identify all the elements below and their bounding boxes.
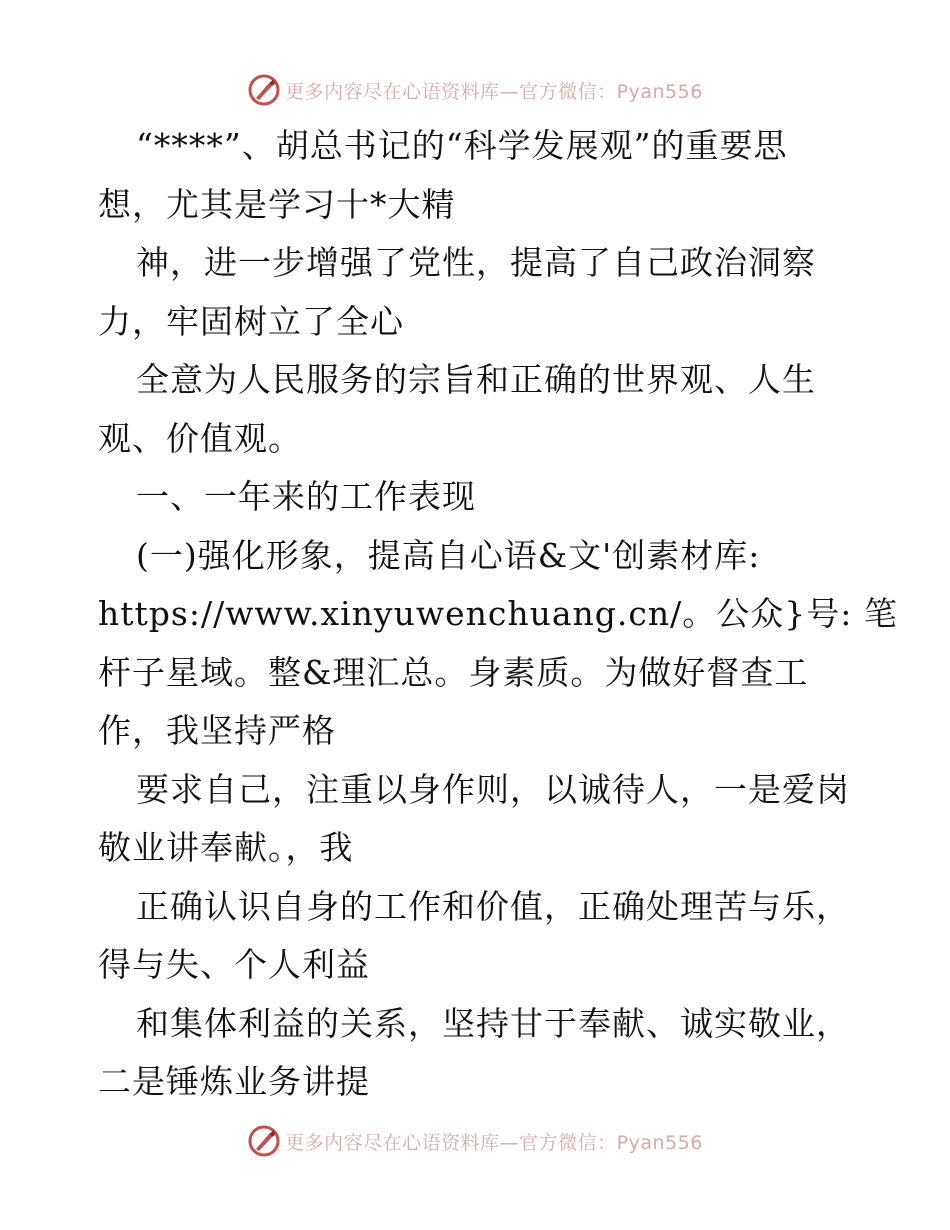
text-line: 观、价值观。 xyxy=(98,418,302,458)
footer-watermark xyxy=(0,1121,950,1161)
text-line: 全意为人民服务的宗旨和正确的世界观、人生 xyxy=(136,360,816,399)
header-watermark xyxy=(0,70,950,110)
text-line: 神，进一步增强了党性，提高了自己政治洞察 xyxy=(136,243,816,282)
text-line: 和集体利益的关系，坚持甘于奉献、诚实敬业， xyxy=(136,1003,850,1043)
text-line: 想，尤其是学习十*大精 xyxy=(98,184,456,224)
text-line: 正确认识自身的工作和价值，正确处理苦与乐， xyxy=(136,886,850,926)
quill-logo-icon xyxy=(247,1124,281,1158)
text-line: 作，我坚持严格 xyxy=(98,711,336,750)
subsection-heading: (一)强化形象，提高自心语&文'创素材库: xyxy=(136,535,761,575)
text-line: “****”、胡总书记的“科学发展观”的重要思 xyxy=(136,126,788,165)
text-line: 杆子星域。整&理汇总。身素质。为做好督查工 xyxy=(98,652,809,692)
document-body xyxy=(98,117,898,1112)
footer-watermark-text: 更多内容尽在心语资料库—官方微信：Pyan556 xyxy=(285,1131,703,1154)
text-line: 得与失、个人利益 xyxy=(98,945,370,984)
text-line: 敬业讲奉献。，我 xyxy=(98,828,354,867)
section-heading: 一、一年来的工作表现 xyxy=(136,477,476,516)
text-line: 力，牢固树立了全心 xyxy=(98,301,404,341)
text-line: https://www.xinyuwenchuang.cn/。公众}号: 笔 xyxy=(98,594,898,633)
text-line: 要求自己，注重以身作则，以诚待人，一是爱岗 xyxy=(136,769,850,809)
text-line: 二是锤炼业务讲提 xyxy=(98,1062,370,1101)
quill-logo-icon xyxy=(247,73,281,107)
header-watermark-text: 更多内容尽在心语资料库—官方微信：Pyan556 xyxy=(285,80,703,103)
